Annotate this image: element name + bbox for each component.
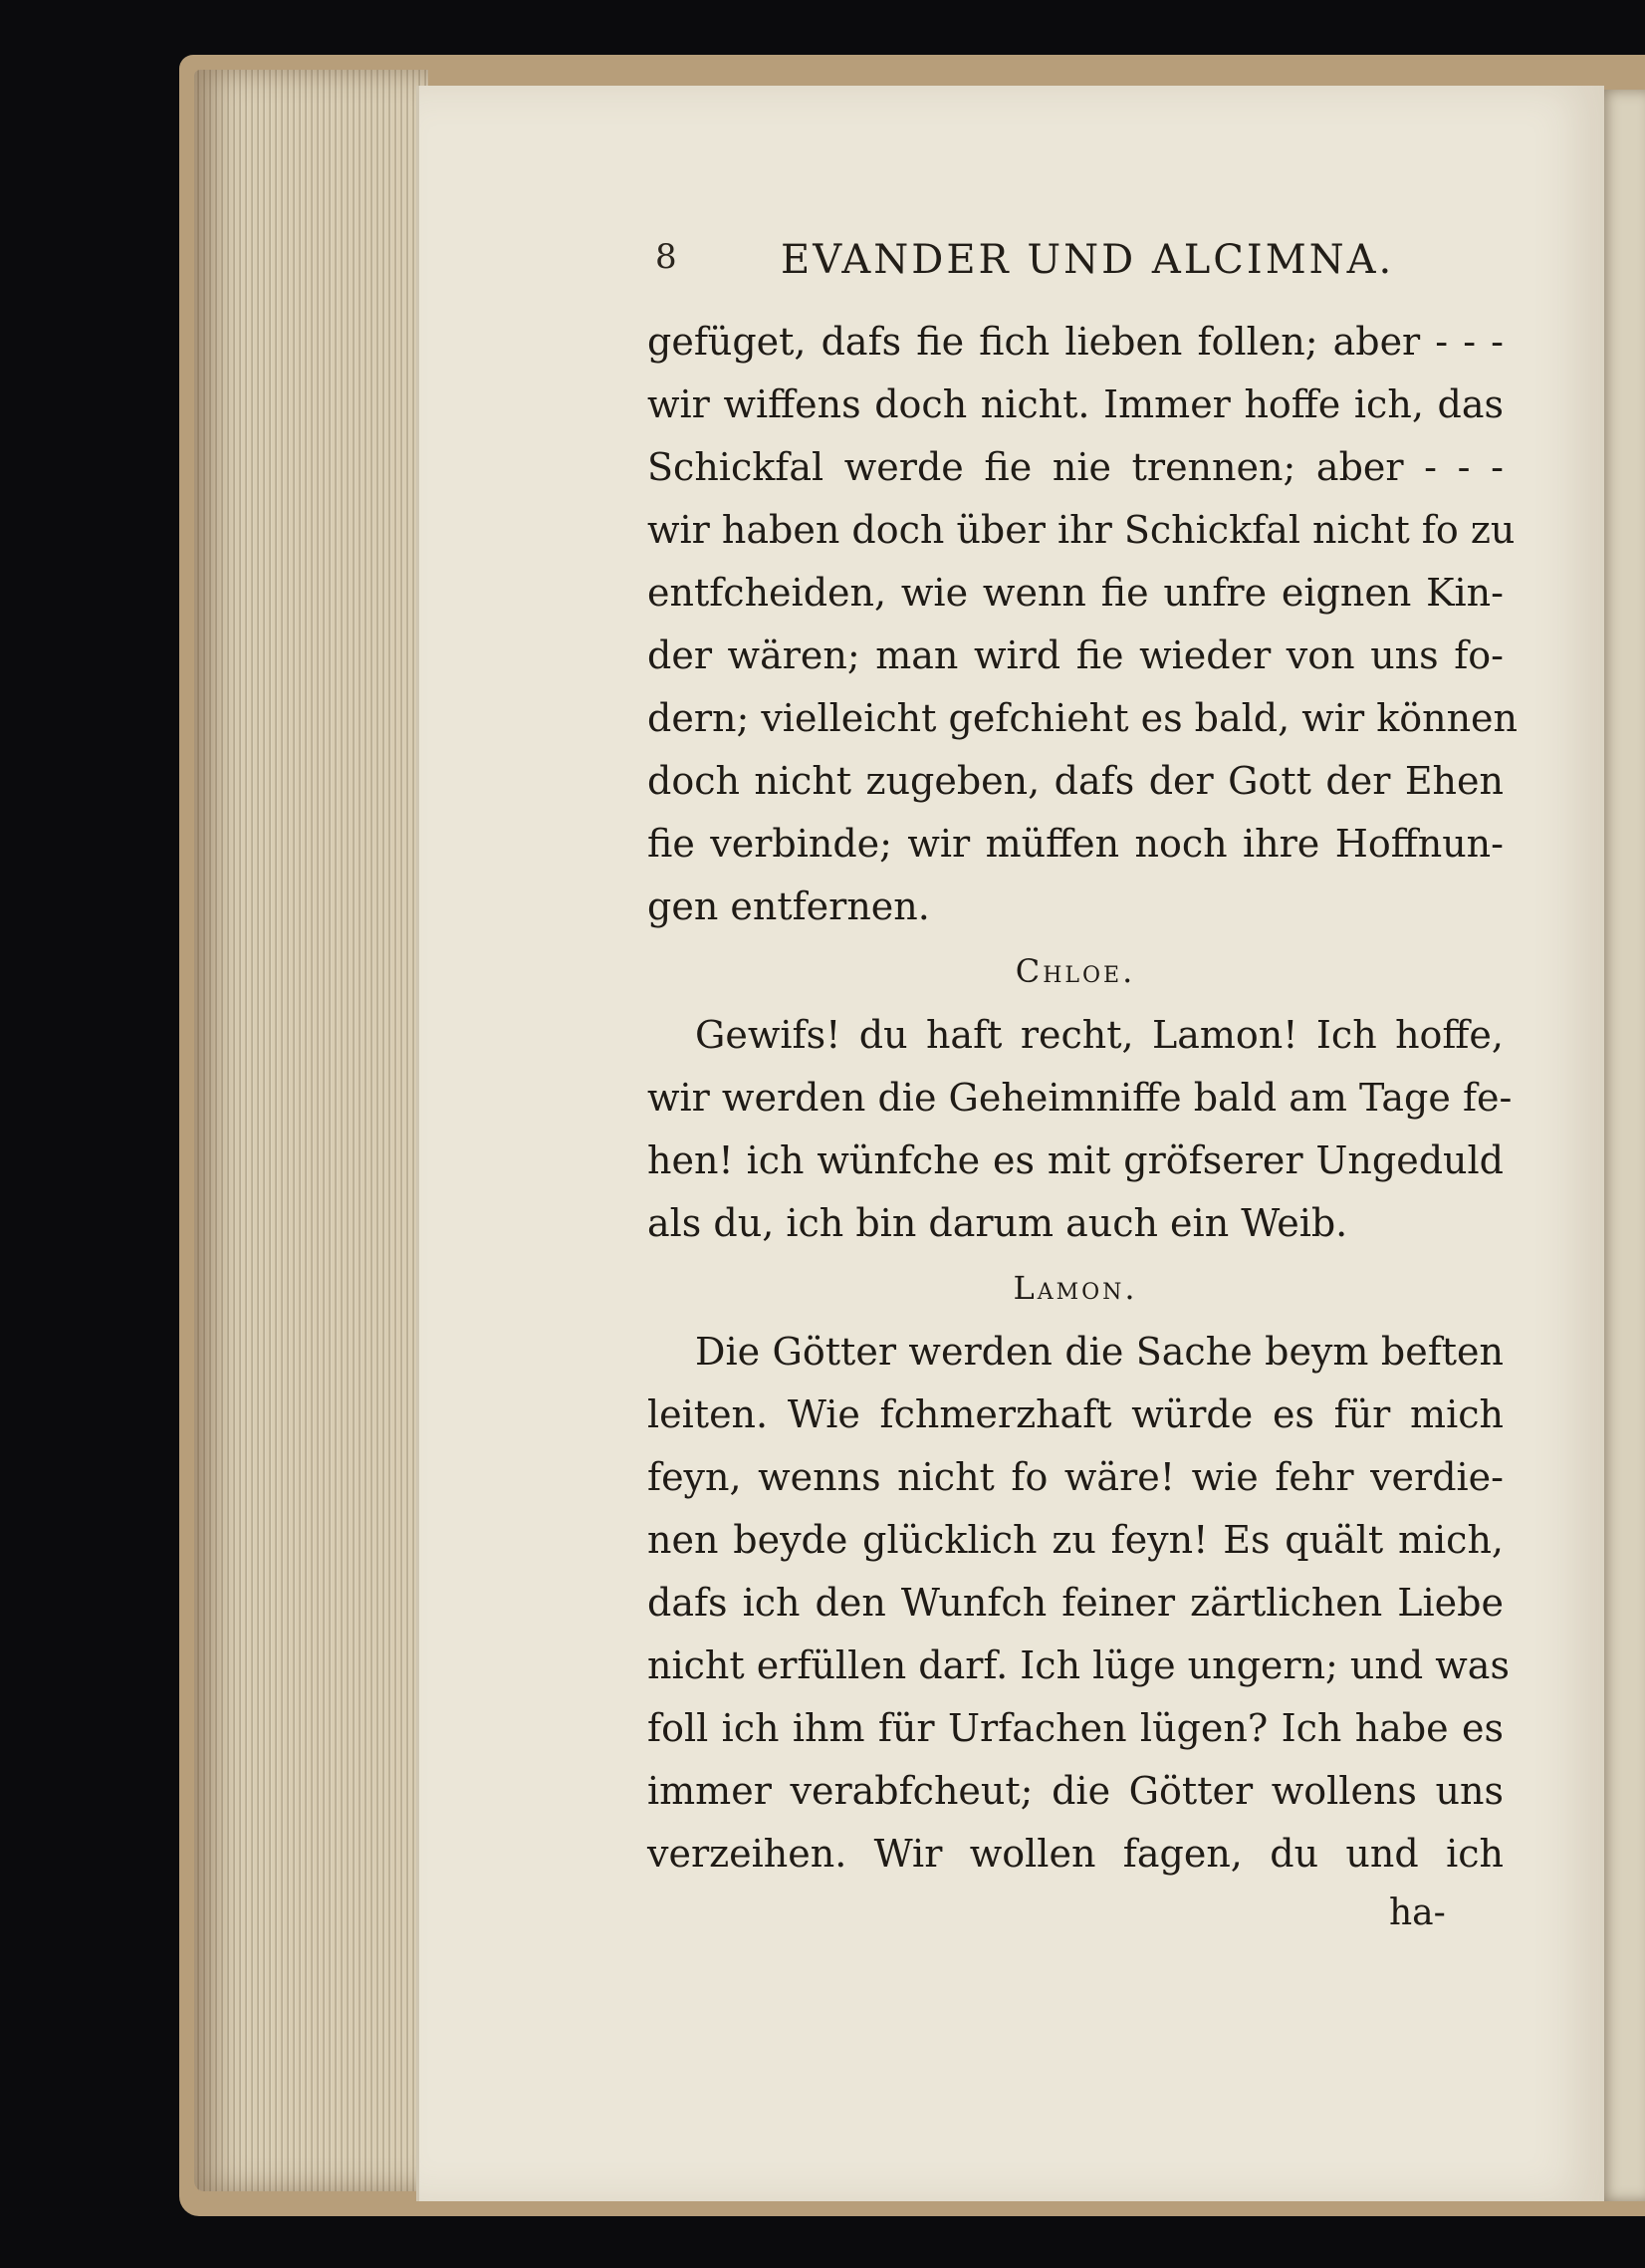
text-line: Die Götter werden die Sache beym beften [695, 1330, 1504, 1374]
text-line: entfcheiden, wie wenn fie unfre eignen Kin- [647, 571, 1504, 615]
facing-page-edge [1598, 90, 1645, 2201]
page-fore-edge [194, 70, 428, 2191]
text-line: doch nicht zugeben, dafs der Gott der Ehen [647, 759, 1504, 803]
text-line: als du, ich bin darum auch ein Weib. [647, 1201, 1348, 1245]
speaker-heading: Chloe. [1015, 952, 1136, 990]
text-line: feyn, wenns nicht fo wäre! wie fehr verdie- [647, 1455, 1504, 1499]
text-line: fie verbinde; wir müffen noch ihre Hoffnun- [647, 822, 1504, 866]
text-line: wir wiffens doch nicht. Immer hoffe ich, das [647, 382, 1504, 426]
text-line: Gewifs! du haft recht, Lamon! Ich hoffe, [695, 1013, 1504, 1057]
text-line: hen! ich wünfche es mit gröfserer Ungeduld [647, 1138, 1504, 1182]
text-line: immer verabfcheut; die Götter wollens uns [647, 1769, 1504, 1813]
text-line: wir haben doch über ihr Schickfal nicht fo zu [647, 508, 1516, 552]
text-line: dern; vielleicht gefchieht es bald, wir können [647, 696, 1519, 740]
running-title: EVANDER UND ALCIMNA. [781, 237, 1395, 283]
text-line: Schickfal werde fie nie trennen; aber - - - [647, 445, 1504, 489]
text-line: gefüget, dafs fie fich lieben follen; aber - - - [647, 320, 1504, 364]
page-number: 8 [655, 237, 677, 277]
text-line: nen beyde glücklich zu feyn! Es quält mich, [647, 1518, 1504, 1562]
text-line: der wären; man wird fie wieder von uns fo- [647, 633, 1504, 677]
catchword: ha- [1389, 1892, 1446, 1933]
text-line: nicht erfüllen darf. Ich lüge ungern; und was [647, 1643, 1510, 1687]
text-line: gen entfernen. [647, 884, 930, 928]
text-line: foll ich ihm für Urfachen lügen? Ich habe es [647, 1706, 1504, 1750]
text-line: wir werden die Geheimniffe bald am Tage fe- [647, 1076, 1513, 1120]
speaker-heading: Lamon. [1013, 1269, 1138, 1307]
text-line: verzeihen. Wir wollen fagen, du und ich [647, 1832, 1504, 1876]
page-header [655, 237, 1412, 297]
text-line: leiten. Wie fchmerzhaft würde es für mich [647, 1392, 1504, 1436]
page-text [647, 311, 1519, 1886]
text-line: dafs ich den Wunfch feiner zärtlichen Liebe [647, 1581, 1504, 1625]
